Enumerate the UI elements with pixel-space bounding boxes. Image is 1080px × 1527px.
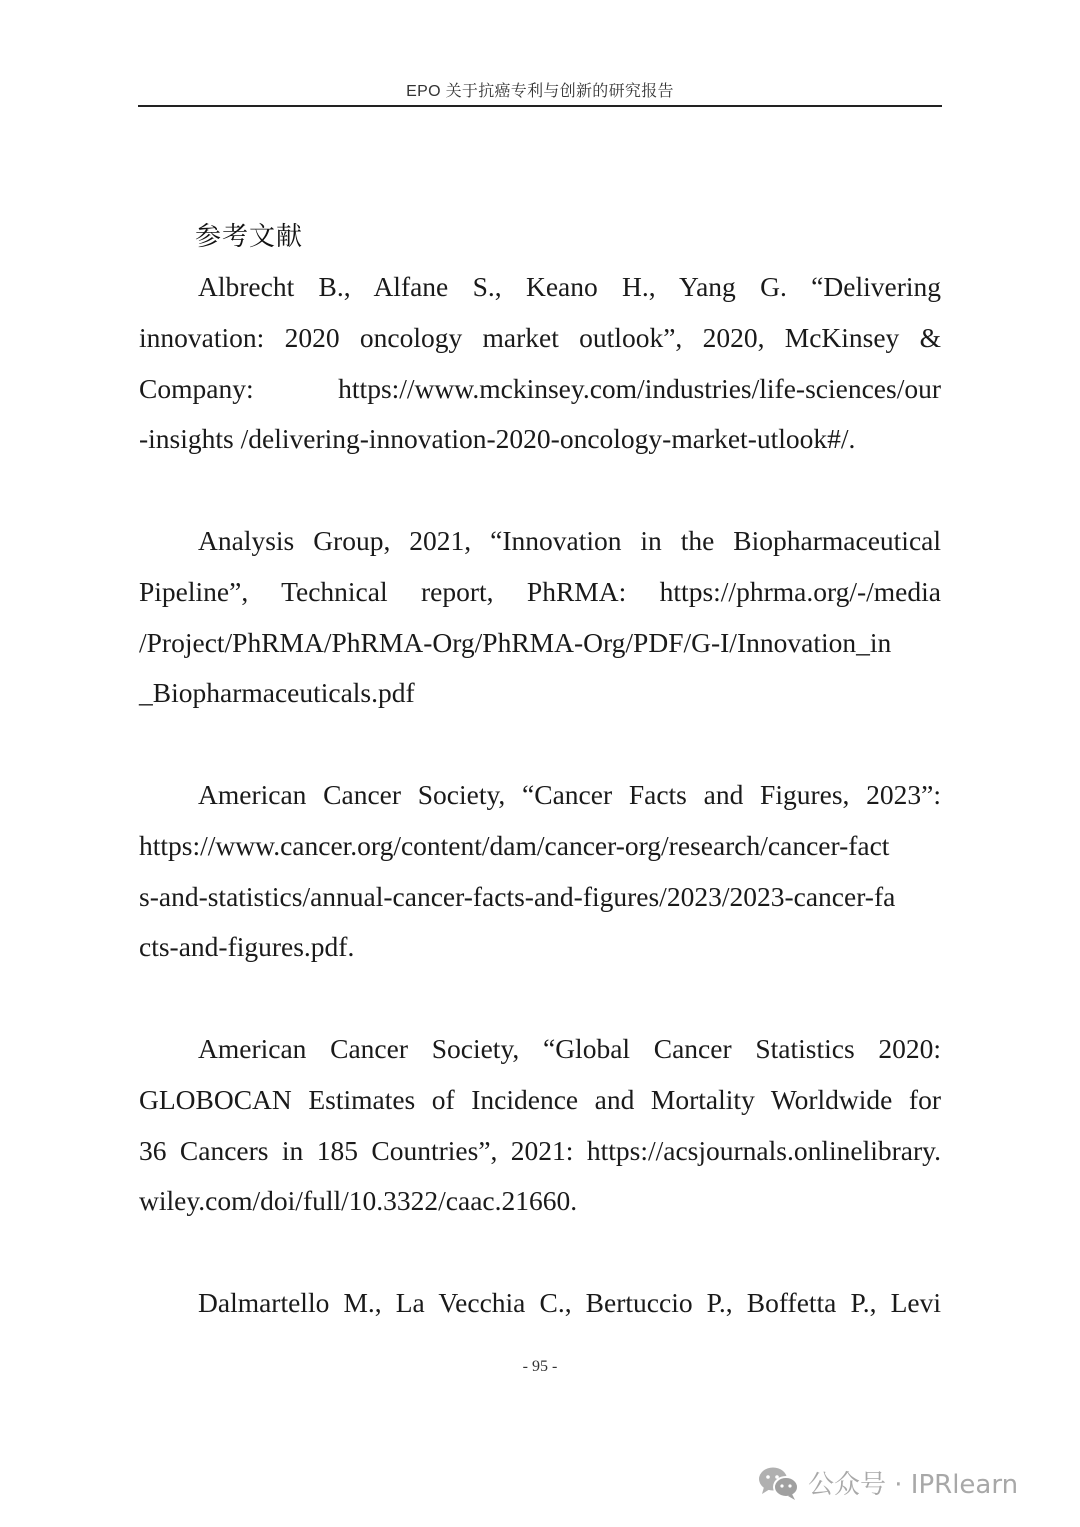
reference-entry <box>139 516 941 719</box>
reference-entry <box>139 1278 941 1329</box>
reference-line: cts-and-figures.pdf. <box>139 931 355 963</box>
reference-line: https://www.cancer.org/content/dam/cancer-org/research/cancer-fact <box>139 829 890 861</box>
reference-line: innovation: 2020 oncology market outlook”, 2020, McKinsey & <box>139 321 941 353</box>
reference-line: wiley.com/doi/full/10.3322/caac.21660. <box>139 1185 578 1217</box>
watermark <box>758 1464 1018 1501</box>
reference-line: _Biopharmaceuticals.pdf <box>139 677 415 709</box>
reference-line: Analysis Group, 2021, “Innovation in the Biopharmaceutical <box>198 525 941 556</box>
reference-entry <box>139 1024 941 1227</box>
header-divider <box>138 105 942 107</box>
reference-line: /Project/PhRMA/PhRMA-Org/PhRMA-Org/PDF/G-I/Innovation_in <box>139 626 892 658</box>
wechat-icon <box>758 1465 800 1501</box>
reference-line: -insights /delivering-innovation-2020-oncology-market-utlook#/. <box>139 423 856 455</box>
reference-line: American Cancer Society, “Cancer Facts and Figures, 2023”: <box>198 779 941 810</box>
reference-line: GLOBOCAN Estimates of Incidence and Mortality Worldwide for <box>139 1083 941 1115</box>
reference-line: s-and-statistics/annual-cancer-facts-and-figures/2023/2023-cancer-fa <box>139 880 896 912</box>
section-title: 参考文献 <box>195 222 304 252</box>
reference-entry <box>139 262 941 465</box>
reference-line: American Cancer Society, “Global Cancer Statistics 2020: <box>198 1033 941 1064</box>
watermark-text: 公众号 · IPRlearn <box>808 1470 1019 1500</box>
reference-line: Company: https://www.mckinsey.com/industries/life-sciences/our <box>139 372 941 404</box>
reference-line: Albrecht B., Alfane S., Keano H., Yang G. “Delivering <box>198 271 941 302</box>
reference-entry <box>139 770 941 973</box>
page-number: - 95 - <box>522 1358 558 1375</box>
running-header: EPO 关于抗癌专利与创新的研究报告 <box>406 83 674 100</box>
reference-line: 36 Cancers in 185 Countries”, 2021: https://acsjournals.onlinelibrary. <box>139 1134 941 1166</box>
reference-line: Dalmartello M., La Vecchia C., Bertuccio P., Boffetta P., Levi <box>198 1287 941 1318</box>
reference-line: Pipeline”, Technical report, PhRMA: https://phrma.org/-/media <box>139 575 941 607</box>
